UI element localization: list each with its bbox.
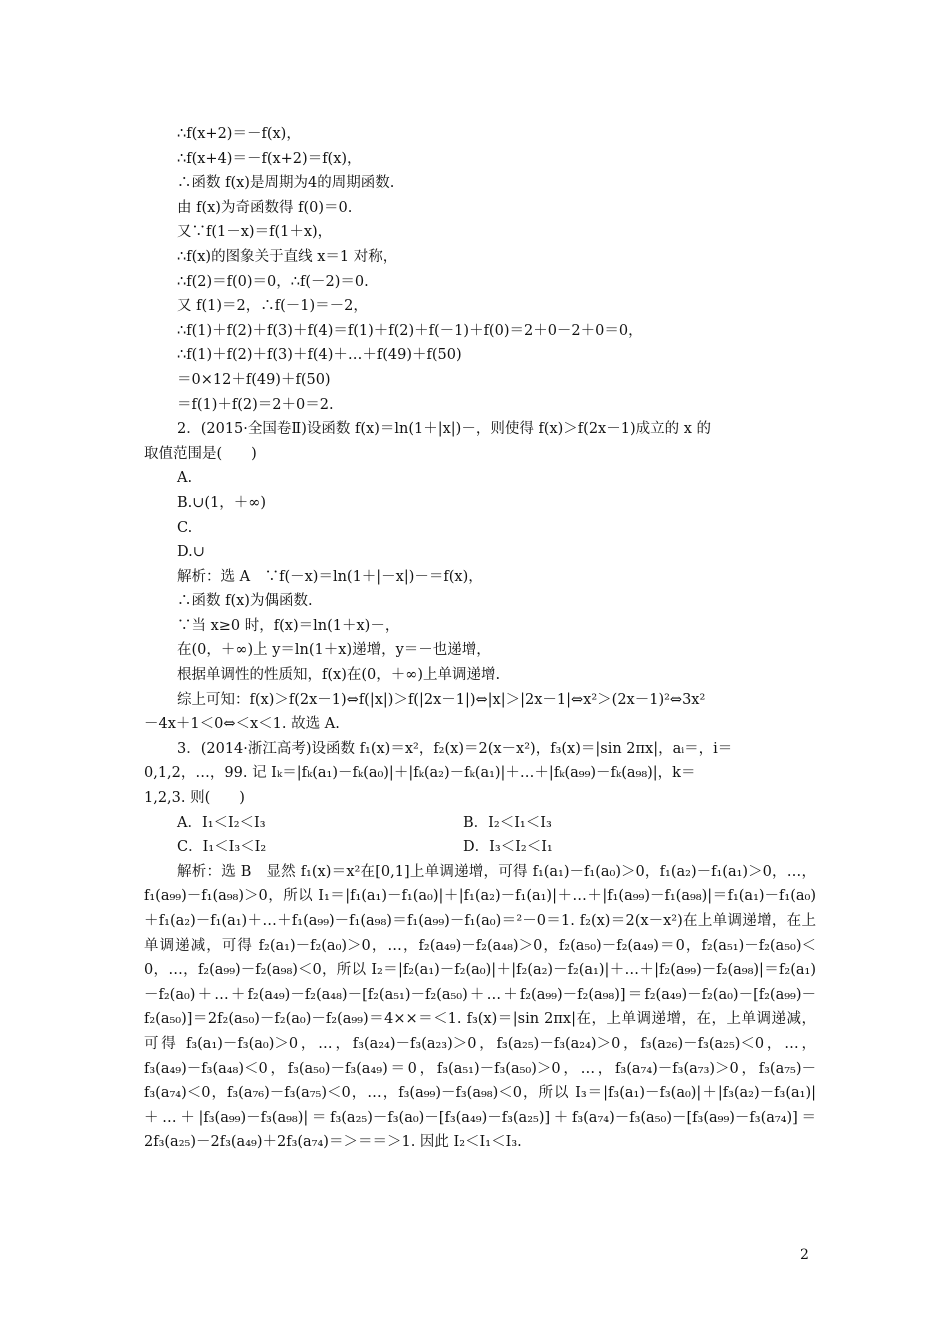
solution-line: －4x＋1＜0⇔＜x＜1. 故选 A.: [144, 716, 340, 733]
text-line: 由 f(x)为奇函数得 f(0)＝0.: [177, 199, 353, 216]
solution-line: 在(0，＋∞)上 y＝ln(1＋x)递增，y＝－也递增，: [177, 642, 491, 659]
answer-option: D．I₃＜I₂＜I₁: [463, 839, 553, 856]
problem-2: [144, 417, 816, 737]
text-line: ∴f(x)的图象关于直线 x＝1 对称，: [177, 248, 398, 265]
problem-stem-line: 0,1,2，…，99. 记 Iₖ＝|fₖ(a₁)－fₖ(a₀)|＋|fₖ(a₂)－fₖ(a₁)|＋…＋|fₖ(a₉₉)－fₖ(a₉₈)|，k＝: [144, 765, 696, 782]
answer-option: C．I₁＜I₃＜I₂: [177, 839, 267, 856]
text-line: ∴f(x+4)＝－f(x+2)＝f(x)，: [177, 150, 362, 167]
answer-option: C.: [177, 519, 193, 536]
page-number: 2: [800, 1247, 809, 1263]
text-line: 又∵f(1－x)＝f(1＋x)，: [177, 224, 333, 241]
answer-option: A.: [177, 470, 193, 487]
problem-stem-line: 取值范围是( ): [144, 445, 257, 462]
problem-stem-line: 2．(2015·全国卷Ⅱ)设函数 f(x)＝ln(1＋|x|)－，则使得 f(x)＞f(2x－1)成立的 x 的: [177, 421, 712, 438]
answer-option: B．I₂＜I₁＜I₃: [463, 814, 552, 831]
problem-stem-line: 3．(2014·浙江高考)设函数 f₁(x)＝x²，f₂(x)＝2(x－x²)，f₃(x)＝|sin 2πx|，aᵢ＝，i＝: [177, 740, 733, 757]
answer-option: A．I₁＜I₂＜I₃: [177, 814, 266, 831]
text-line: ＝0×12＋f(49)＋f(50): [177, 371, 331, 388]
answer-option: D.∪: [177, 544, 205, 561]
answer-option: B.∪(1，＋∞): [177, 494, 267, 511]
solution-line: 综上可知：f(x)＞f(2x－1)⇔f(|x|)＞f(|2x－1|)⇔|x|＞|2x－1|⇔x²＞(2x－1)²⇔3x²: [177, 691, 706, 708]
text-line: ∴f(1)＋f(2)＋f(3)＋f(4)＝f(1)＋f(2)＋f(－1)＋f(0)＝2＋0－2＋0＝0，: [177, 322, 643, 339]
options-row: [144, 835, 816, 860]
solution-line: 根据单调性的性质知，f(x)在(0，＋∞)上单调递增.: [177, 667, 501, 684]
text-line: ＝f(1)＋f(2)＝2＋0＝2.: [177, 396, 334, 413]
text-line: ∴f(x+2)＝－f(x)，: [177, 126, 301, 142]
text-line: ∴f(1)＋f(2)＋f(3)＋f(4)＋…＋f(49)＋f(50): [177, 347, 462, 364]
text-line: ∴f(2)＝f(0)＝0，∴f(－2)＝0.: [177, 273, 369, 290]
problem-3: [144, 737, 816, 1155]
solution-line: ∵当 x≥0 时，f(x)＝ln(1＋x)－，: [177, 617, 400, 634]
text-line: 又 f(1)＝2，∴f(－1)＝－2，: [177, 298, 368, 315]
solution-line: 解析：选 A ∵f(－x)＝ln(1＋|－x|)－＝f(x)，: [177, 568, 483, 585]
problem-stem-line: 1,2,3. 则( ): [144, 790, 245, 807]
solution-line: ∴函数 f(x)为偶函数.: [177, 593, 313, 610]
solution-block-1: [144, 122, 816, 417]
text-line: ∴函数 f(x)是周期为4的周期函数.: [177, 175, 395, 192]
page-content: [144, 122, 816, 1155]
solution-paragraph: 解析：选 B 显然 f₁(x)＝x²在[0,1]上单调递增，可得 f₁(a₁)－f₁(a₀)＞0，f₁(a₂)－f₁(a₁)＞0，…，f₁(a₉₉)－f₁(a₉₈)＞0，所以 I₁＝|f₁(a₁)－f₁(a₀)|＋|f₁(a₂)－f₁(a₁)|＋…＋|f₁(a₉₉)－f₁(a₉₈)|＝f₁(a₁)－f₁(a₀)＋f₁(a₂)－f₁(a₁)＋…＋f₁(a₉₉)－f₁(a₉₈)＝f₁(a₉₉)－f₁(a₀)＝²－0＝1. f₂(x)＝2(x－x²)在上单调递增，在上单调递减，可得 f₂(a₁)－f₂(a₀)＞0，…，f₂(a₄₉)－f₂(a₄₈)＞0，f₂(a₅₀)－f₂(a₄₉)＝0，f₂(a₅₁)－f₂(a₅₀)＜0，…，f₂(a₉₉)－f₂(a₉₈)＜0，所以 I₂＝|f₂(a₁)－f₂(a₀)|＋|f₂(a₂)－f₂(a₁)|＋…＋|f₂(a₉₉)－f₂(a₉₈)|＝f₂(a₁)－f₂(a₀)＋…＋f₂(a₄₉)－f₂(a₄₈)－[f₂(a₅₁)－f₂(a₅₀)＋…＋f₂(a₉₉)－f₂(a₉₈)]＝f₂(a₄₉)－f₂(a₀)－[f₂(a₉₉)－f₂(a₅₀)]＝2f₂(a₅₀)－f₂(a₀)－f₂(a₉₉)＝4××＝＜1. f₃(x)＝|sin 2πx|在，上单调递增，在，上单调递减，可得 f₃(a₁)－f₃(a₀)＞0，…，f₃(a₂₄)－f₃(a₂₃)＞0，f₃(a₂₅)－f₃(a₂₄)＞0，f₃(a₂₆)－f₃(a₂₅)＜0，…，f₃(a₄₉)－f₃(a₄₈)＜0，f₃(a₅₀)－f₃(a₄₉)＝0，f₃(a₅₁)－f₃(a₅₀)＞0，…，f₃(a₇₄)－f₃(a₇₃)＞0，f₃(a₇₅)－f₃(a₇₄)＜0，f₃(a₇₆)－f₃(a₇₅)＜0，…，f₃(a₉₉)－f₃(a₉₈)＜0，所以 I₃＝|f₃(a₁)－f₃(a₀)|＋|f₃(a₂)－f₃(a₁)|＋…＋|f₃(a₉₉)－f₃(a₉₈)|＝f₃(a₂₅)－f₃(a₀)－[f₃(a₄₉)－f₃(a₂₅)]＋f₃(a₇₄)－f₃(a₅₀)－[f₃(a₉₉)－f₃(a₇₄)]＝2f₃(a₂₅)－2f₃(a₄₉)＋2f₃(a₇₄)＝＞＝＝＞1. 因此 I₂＜I₁＜I₃.: [144, 863, 816, 1151]
options-row: [144, 811, 816, 836]
